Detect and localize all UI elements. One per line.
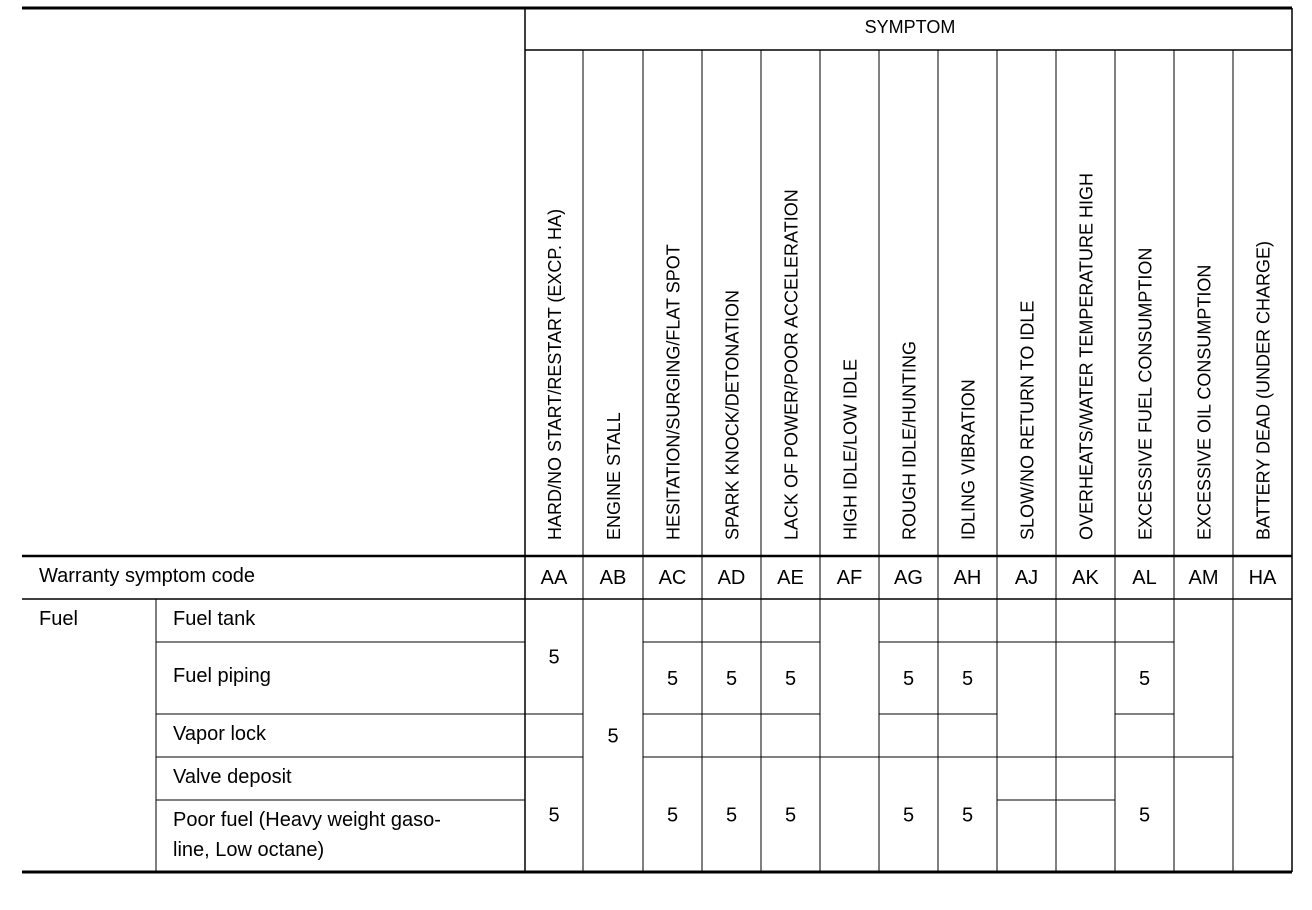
symptom-header: SYMPTOM xyxy=(864,17,956,37)
symptom-column-label: EXCESSIVE FUEL CONSUMPTION xyxy=(1135,247,1156,540)
warranty-code: AB xyxy=(599,567,627,589)
cell-value: 5 xyxy=(784,804,797,827)
warranty-code: AE xyxy=(777,567,804,589)
row-label: Fuel piping xyxy=(173,665,271,687)
symptom-column-label: SPARK KNOCK/DETONATION xyxy=(722,289,743,540)
group-label-fuel: Fuel xyxy=(39,608,78,630)
warranty-symptom-code-label: Warranty symptom code xyxy=(39,565,255,587)
cell-value: 5 xyxy=(902,668,915,690)
warranty-code: AH xyxy=(953,567,982,589)
symptom-column-label: HARD/NO START/RESTART (EXCP. HA) xyxy=(545,208,565,540)
symptom-column-label: EXCESSIVE OIL CONSUMPTION xyxy=(1194,264,1215,540)
cell-value: 5 xyxy=(784,668,797,690)
cell-value: 5 xyxy=(548,804,560,827)
warranty-code: AL xyxy=(1132,567,1157,589)
cell-value: 5 xyxy=(607,725,619,748)
warranty-code: HA xyxy=(1248,567,1277,589)
symptom-column-label: HESITATION/SURGING/FLAT SPOT xyxy=(663,244,684,540)
cell-value: 5 xyxy=(725,804,738,827)
row-label: Poor fuel (Heavy weight gaso- xyxy=(173,809,441,831)
row-label: Fuel tank xyxy=(173,608,256,630)
symptom-column-label: OVERHEATS/WATER TEMPERATURE HIGH xyxy=(1076,172,1097,540)
row-label: Vapor lock xyxy=(173,723,267,745)
cell-value: 5 xyxy=(725,668,738,690)
warranty-code: AK xyxy=(1072,567,1099,589)
cell-value: 5 xyxy=(961,804,974,827)
cell-value: 5 xyxy=(548,646,560,669)
symptom-column-label: ROUGH IDLE/HUNTING xyxy=(899,340,920,540)
warranty-code: AC xyxy=(658,567,687,589)
cell-value: 5 xyxy=(961,668,974,690)
warranty-code: AD xyxy=(717,567,746,589)
cell-value: 5 xyxy=(1138,804,1151,827)
row-label: line, Low octane) xyxy=(173,839,325,861)
symptom-column-label: BATTERY DEAD (UNDER CHARGE) xyxy=(1253,240,1274,540)
symptom-column-label: HIGH IDLE/LOW IDLE xyxy=(840,358,861,540)
cell-value: 5 xyxy=(1138,668,1151,690)
cell-value: 5 xyxy=(666,668,679,690)
cell-value: 5 xyxy=(902,804,915,827)
warranty-code: AF xyxy=(836,567,863,589)
warranty-code: AG xyxy=(894,567,923,589)
warranty-code: AJ xyxy=(1014,567,1039,589)
warranty-code: AA xyxy=(540,567,568,589)
row-label: Valve deposit xyxy=(173,766,292,788)
symptom-column-label: LACK OF POWER/POOR ACCELERATION xyxy=(781,189,802,540)
table-text-layer xyxy=(39,17,1277,861)
symptom-column-label: SLOW/NO RETURN TO IDLE xyxy=(1017,300,1038,540)
symptom-column-label: ENGINE STALL xyxy=(604,412,624,540)
warranty-code: AM xyxy=(1188,567,1219,589)
symptom-column-label: IDLING VIBRATION xyxy=(958,379,979,540)
cell-value: 5 xyxy=(666,804,679,827)
